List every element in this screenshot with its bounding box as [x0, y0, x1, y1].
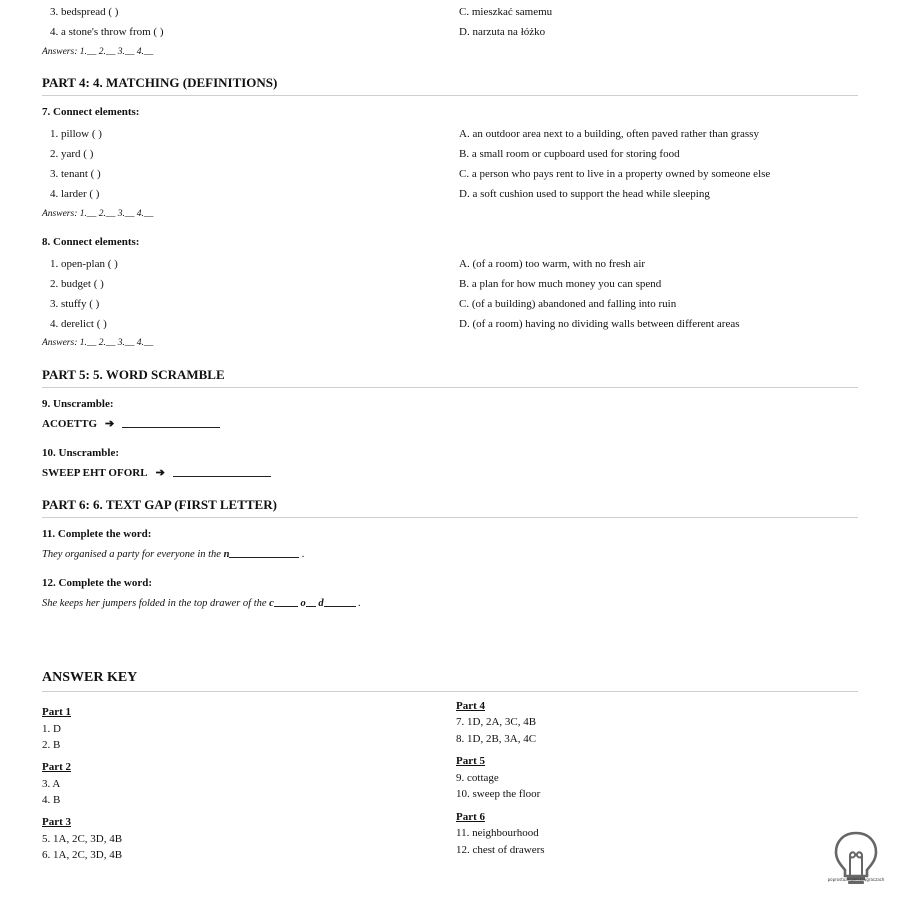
matching-row	[42, 2, 858, 22]
key-part-label: Part 5	[456, 755, 486, 767]
scrambled-word: ACOETTG	[42, 418, 98, 430]
question-10-title: 10. Unscramble:	[42, 447, 119, 459]
key-answer: 6. 1A, 2C, 3D, 4B	[42, 849, 123, 861]
part-6-heading: PART 6: 6. TEXT GAP (FIRST LETTER)	[42, 496, 858, 518]
question-11-title: 11. Complete the word:	[42, 528, 152, 540]
gap-sentence	[42, 596, 361, 612]
key-part-label: Part 4	[456, 700, 486, 712]
key-part-label: Part 3	[42, 816, 72, 828]
matching-term: 4. larder ( )	[50, 188, 100, 200]
key-answer: 3. A	[42, 778, 61, 790]
question-8-title: 8. Connect elements:	[42, 236, 140, 248]
matching-row	[42, 254, 858, 274]
matching-definition: C. (of a building) abandoned and falling into ruin	[459, 298, 677, 310]
matching-definition: C. a person who pays rent to live in a property owned by someone else	[459, 168, 771, 180]
key-part-label: Part 6	[456, 811, 486, 823]
matching-row	[42, 314, 858, 334]
matching-definition: D. (of a room) having no dividing walls between different areas	[459, 318, 740, 330]
sentence-text: She keeps her jumpers folded in the top drawer of the	[42, 598, 270, 609]
matching-row	[42, 274, 858, 294]
matching-term: 3. bedspread ( )	[50, 6, 119, 18]
matching-definition: B. a small room or cupboard used for storing food	[459, 148, 680, 160]
key-answer: 9. cottage	[456, 772, 499, 784]
matching-term: 2. budget ( )	[50, 278, 104, 290]
answer-blank[interactable]	[274, 596, 298, 607]
answer-blank[interactable]	[229, 547, 299, 558]
matching-term: 4. a stone's throw from ( )	[50, 26, 164, 38]
key-answer: 4. B	[42, 794, 61, 806]
matching-definition: A. (of a room) too warm, with no fresh air	[459, 258, 646, 270]
matching-row	[42, 144, 858, 164]
matching-definition: D. narzuta na łóżko	[459, 26, 546, 38]
question-9-title: 9. Unscramble:	[42, 398, 114, 410]
arrow-icon: ➔	[105, 418, 115, 430]
matching-row	[42, 184, 858, 204]
matching-definition: B. a plan for how much money you can spend	[459, 278, 662, 290]
first-letter: c	[269, 598, 274, 609]
matching-term: 2. yard ( )	[50, 148, 94, 160]
key-answer: 10. sweep the floor	[456, 788, 541, 800]
answer-blank[interactable]	[173, 465, 271, 477]
matching-term: 3. tenant ( )	[50, 168, 101, 180]
matching-definition: C. mieszkać samemu	[459, 6, 553, 18]
question-12-title: 12. Complete the word:	[42, 577, 152, 589]
matching-row	[42, 164, 858, 184]
sentence-text: They organised a party for everyone in the	[42, 549, 224, 560]
logo-text: poprostuangielskiwgraczach	[827, 877, 885, 882]
key-part-label: Part 1	[42, 706, 72, 718]
key-answer: 2. B	[42, 739, 61, 751]
scramble-line	[42, 465, 271, 481]
worksheet-page	[42, 0, 858, 900]
sentence-end: .	[302, 549, 305, 560]
key-answer: 11. neighbourhood	[456, 827, 539, 839]
key-part-label: Part 2	[42, 761, 72, 773]
key-answer: 8. 1D, 2B, 3A, 4C	[456, 733, 537, 745]
hint-letter: o	[300, 598, 306, 609]
question-7-title: 7. Connect elements:	[42, 106, 140, 118]
answers-line: Answers: 1.__ 2.__ 3.__ 4.__	[42, 209, 154, 219]
matching-row	[42, 124, 858, 144]
arrow-icon: ➔	[155, 467, 165, 479]
matching-term: 1. pillow ( )	[50, 128, 102, 140]
answer-blank[interactable]	[306, 596, 316, 607]
answers-line: Answers: 1.__ 2.__ 3.__ 4.__	[42, 338, 154, 348]
key-answer: 12. chest of drawers	[456, 844, 545, 856]
first-letter: n	[223, 549, 230, 560]
answer-blank[interactable]	[122, 416, 220, 428]
answer-key-heading: ANSWER KEY	[42, 668, 858, 692]
matching-definition: D. a soft cushion used to support the head while sleeping	[459, 188, 710, 200]
sentence-end: .	[358, 598, 361, 609]
key-answer: 5. 1A, 2C, 3D, 4B	[42, 833, 123, 845]
matching-definition: A. an outdoor area next to a building, often paved rather than grassy	[459, 128, 759, 140]
answers-line: Answers: 1.__ 2.__ 3.__ 4.__	[42, 47, 154, 57]
scramble-line	[42, 416, 220, 432]
answer-blank[interactable]	[324, 596, 356, 607]
gap-sentence	[42, 547, 305, 563]
matching-term: 3. stuffy ( )	[50, 298, 100, 310]
key-answer: 1. D	[42, 723, 61, 735]
hint-letter: d	[318, 598, 324, 609]
matching-row	[42, 294, 858, 314]
part-5-heading: PART 5: 5. WORD SCRAMBLE	[42, 366, 858, 388]
scrambled-word: SWEEP EHT OFORL	[42, 467, 148, 479]
key-answer: 7. 1D, 2A, 3C, 4B	[456, 716, 537, 728]
part-4-heading: PART 4: 4. MATCHING (DEFINITIONS)	[42, 74, 858, 96]
matching-row	[42, 22, 858, 42]
matching-term: 4. derelict ( )	[50, 318, 107, 330]
matching-term: 1. open-plan ( )	[50, 258, 118, 270]
